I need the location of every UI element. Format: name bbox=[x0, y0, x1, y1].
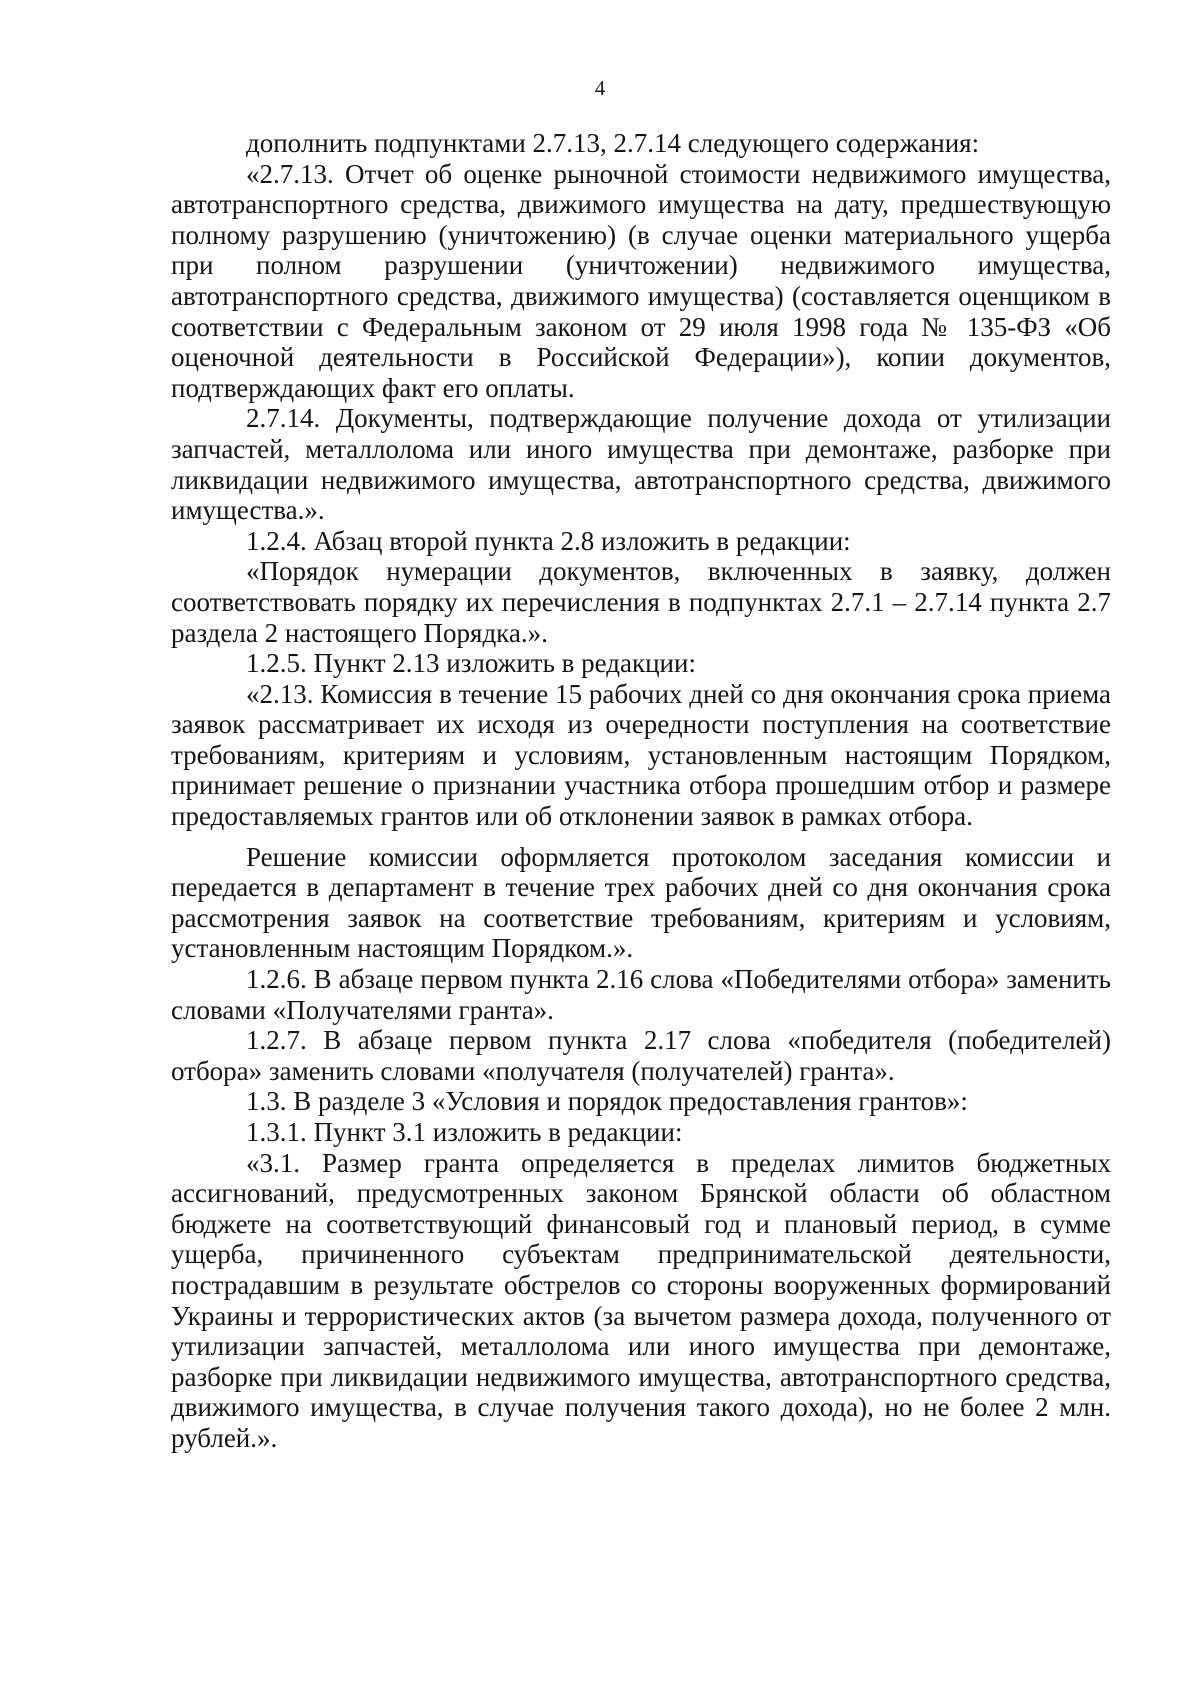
paragraph-1: дополнить подпунктами 2.7.13, 2.7.14 следующего содержания: bbox=[246, 128, 980, 158]
paragraph-13: «3.1. Размер гранта определяется в пределах лимитов бюджетных ассигнований, предусмотренных законом Брянской области об областном бюджете на соответствующий финансовый год и плановый период, в сумме ущерба, причиненного субъектам предпринимательской деятельности, пострадавшим в результате обстрелов со стороны вооруженных формирований Украины и террористических актов (за вычетом размера дохода, полученного от утилизации запчастей, металлолома или иного имущества при демонтаже, разборке при ликвидации недвижимого имущества, автотранспортного средства, движимого имущества, в случае получения такого дохода), но не более 2 млн. рублей.». bbox=[171, 1147, 1111, 1453]
paragraph-9: 1.2.6. В абзаце первом пункта 2.16 слова «Победителями отбора» заменить словами «Получателями гранта». bbox=[171, 964, 1111, 1025]
paragraph-11: 1.3. В разделе 3 «Условия и порядок предоставления грантов»: bbox=[246, 1086, 968, 1117]
paragraph-10: 1.2.7. В абзаце первом пункта 2.17 слова «победителя (победителей) отбора» заменить словами «получателя (получателей) гранта». bbox=[171, 1025, 1111, 1086]
paragraph-4: 1.2.4. Абзац второй пункта 2.8 изложить в редакции: bbox=[246, 525, 851, 556]
paragraph-2: «2.7.13. Отчет об оценке рыночной стоимости недвижимого имущества, автотранспортного средства, движимого имущества на дату, предшествующую полному разрушению (уничтожению) (в случае оценки материального ущерба при полном разрушении (уничтожении) недвижимого имущества, автотранспортного средства, движимого имущества) (составляется оценщиком в соответствии с Федеральным законом от 29 июля 1998 года № 135-ФЗ «Об оценочной деятельности в Российской Федерации»), копии документов, подтверждающих факт его оплаты. bbox=[171, 158, 1111, 403]
document-body bbox=[171, 128, 1111, 1454]
paragraph-8: Решение комиссии оформляется протоколом заседания комиссии и передается в департамент в течение трех рабочих дней со дня окончания срока рассмотрения заявок на соответствие требованиям, критериям и условиям, установленным настоящим Порядком.». bbox=[171, 841, 1111, 964]
paragraph-12: 1.3.1. Пункт 3.1 изложить в редакции: bbox=[246, 1117, 683, 1147]
paragraph-6: 1.2.5. Пункт 2.13 изложить в редакции: bbox=[246, 648, 696, 679]
paragraph-5: «Порядок нумерации документов, включенных в заявку, должен соответствовать порядку их перечисления в подпунктах 2.7.1 – 2.7.14 пункта 2.7 раздела 2 настоящего Порядка.». bbox=[171, 556, 1111, 648]
page-number: 4 bbox=[594, 76, 606, 100]
paragraph-3: 2.7.14. Документы, подтверждающие получение дохода от утилизации запчастей, металлолома или иного имущества при демонтаже, разборке при ликвидации недвижимого имущества, автотранспортного средства, движимого имущества.». bbox=[171, 403, 1111, 526]
paragraph-7: «2.13. Комиссия в течение 15 рабочих дней со дня окончания срока приема заявок рассматривает их исходя из очередности поступления на соответствие требованиям, критериям и условиям, установленным настоящим Порядком, принимает решение о признании участника отбора прошедшим отбор и размере предоставляемых грантов или об отклонении заявок в рамках отбора. bbox=[171, 678, 1111, 832]
